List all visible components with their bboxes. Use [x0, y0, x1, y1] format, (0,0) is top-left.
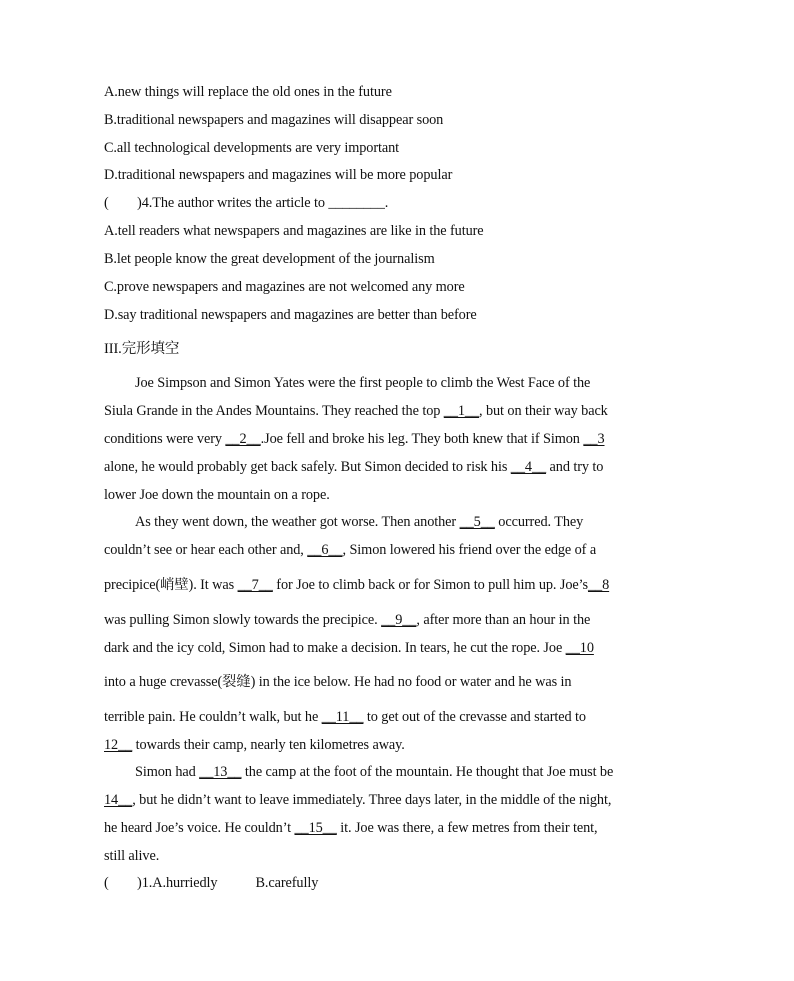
- passage-text: alone, he would probably get back safely. But Simon decided to risk his: [104, 459, 511, 475]
- passage-text: conditions were very: [104, 431, 226, 447]
- answer-paren[interactable]: ( ): [104, 195, 142, 211]
- passage-line: [104, 735, 405, 755]
- passage-line: [104, 638, 594, 658]
- passage-text: and try to: [546, 459, 604, 475]
- passage-line: into a huge crevasse(裂缝) in the ice below. He had no food or water and he was in: [104, 674, 572, 690]
- passage-line: [104, 575, 609, 595]
- blank-4[interactable]: __4__: [510, 459, 547, 475]
- passage-text: it. Joe was there, a few metres from their tent,: [336, 820, 598, 836]
- q4-option-d: D.say traditional newspapers and magazines are better than before: [104, 307, 477, 323]
- passage-text: .Joe fell and broke his leg. They both knew that if Simon: [260, 431, 584, 447]
- cloze-q1-option-b: B.carefully: [255, 875, 319, 891]
- passage-text: terrible pain. He couldn’t walk, but he: [104, 709, 322, 725]
- blank-12[interactable]: 12__: [104, 737, 133, 753]
- blank-10[interactable]: __10: [565, 640, 594, 656]
- blank-11[interactable]: __11__: [321, 709, 364, 725]
- q4-text: 4.The author writes the article to: [141, 195, 329, 211]
- passage-text: As they went down, the weather got worse. Then another: [135, 514, 460, 530]
- passage-line: [135, 512, 583, 532]
- blank-1[interactable]: __1__: [443, 403, 480, 419]
- blank-6[interactable]: __6__: [307, 542, 343, 558]
- passage-text: , but on their way back: [479, 403, 608, 419]
- passage-line: [104, 610, 590, 630]
- q3-option-a: A.new things will replace the old ones in the future: [104, 84, 392, 100]
- passage-line: [104, 429, 605, 449]
- cloze-q1-option-a: 1.A.hurriedly: [141, 875, 218, 891]
- cloze-q1: [104, 873, 318, 893]
- blank-5[interactable]: __5__: [459, 514, 495, 530]
- passage-text: for Joe to climb back or for Simon to pull him up. Joe’s: [272, 577, 588, 593]
- q4-end: .: [384, 195, 389, 211]
- passage-text: to get out of the crevasse and started to: [363, 709, 586, 725]
- passage-text: , after more than an hour in the: [416, 612, 591, 628]
- passage-line: [135, 762, 613, 782]
- passage-line: [104, 540, 596, 560]
- q4-stem: [104, 193, 388, 213]
- passage-text: , but he didn’t want to leave immediately. Three days later, in the middle of the night,: [132, 792, 612, 808]
- blank-8[interactable]: __8: [587, 577, 610, 593]
- q4-option-a: A.tell readers what newspapers and magazines are like in the future: [104, 223, 484, 239]
- passage-text: precipice(峭壁). It was: [104, 577, 238, 593]
- answer-paren[interactable]: ( ): [104, 875, 142, 891]
- section-title: III.完形填空: [104, 341, 180, 357]
- blank-9[interactable]: __9__: [381, 612, 417, 628]
- blank-7[interactable]: __7__: [237, 577, 273, 593]
- q3-option-c: C.all technological developments are very important: [104, 140, 400, 156]
- passage-line: [104, 401, 608, 421]
- q4-blank[interactable]: ________: [328, 195, 385, 211]
- passage-text: , Simon lowered his friend over the edge of a: [342, 542, 597, 558]
- passage-text: occurred. They: [494, 514, 584, 530]
- passage-line: [104, 707, 586, 727]
- blank-15[interactable]: __15__: [294, 820, 337, 836]
- passage-text: the camp at the foot of the mountain. He thought that Joe must be: [241, 764, 614, 780]
- blank-3[interactable]: __3: [583, 431, 605, 447]
- passage-line: [104, 457, 603, 477]
- passage-line: Joe Simpson and Simon Yates were the first people to climb the West Face of the: [135, 375, 591, 391]
- blank-13[interactable]: __13__: [199, 764, 242, 780]
- passage-line: [104, 818, 597, 838]
- passage-line: still alive.: [104, 848, 160, 864]
- q4-option-b: B.let people know the great development of the journalism: [104, 251, 435, 267]
- q3-option-b: B.traditional newspapers and magazines will disappear soon: [104, 112, 444, 128]
- passage-line: [104, 790, 611, 810]
- passage-text: couldn’t see or hear each other and,: [104, 542, 308, 558]
- q3-option-d: D.traditional newspapers and magazines will be more popular: [104, 167, 453, 183]
- blank-2[interactable]: __2__: [225, 431, 261, 447]
- passage-text: Siula Grande in the Andes Mountains. They reached the top: [104, 403, 444, 419]
- passage-text: was pulling Simon slowly towards the precipice.: [104, 612, 382, 628]
- q4-option-c: C.prove newspapers and magazines are not welcomed any more: [104, 279, 465, 295]
- blank-14[interactable]: 14__: [104, 792, 133, 808]
- passage-line: lower Joe down the mountain on a rope.: [104, 487, 330, 503]
- passage-text: Simon had: [135, 764, 200, 780]
- passage-text: dark and the icy cold, Simon had to make a decision. In tears, he cut the rope. Joe: [104, 640, 566, 656]
- passage-text: towards their camp, nearly ten kilometres away.: [132, 737, 405, 753]
- passage-text: he heard Joe’s voice. He couldn’t: [104, 820, 295, 836]
